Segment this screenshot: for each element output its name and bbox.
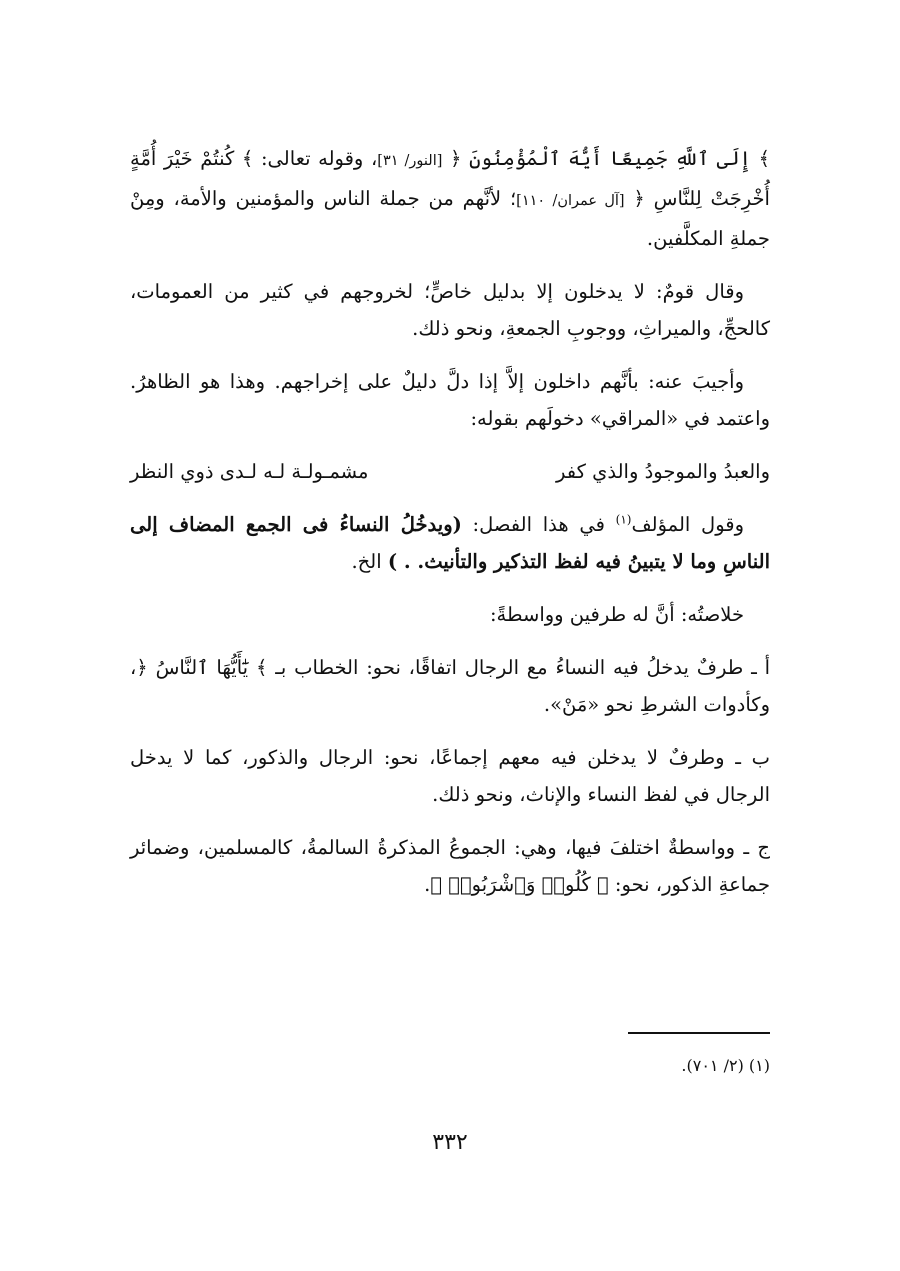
- paragraph-text: وقول المؤلف: [631, 513, 745, 536]
- paragraph-text: ؛ لأنَّهم من جملة الناس والمؤمنين والأمة، ومِنْ جملةِ المكلَّفين.: [130, 187, 770, 250]
- paragraph-text: ج ـ وواسطةٌ اختلفَ فيها، وهي: الجموعُ المذكرةُ السالمةُ، كالمسلمين، وضمائر جماعةِ الذكور، نحو:: [130, 836, 770, 896]
- verse-citation: [النور/ ٣١]: [377, 153, 443, 169]
- paragraph-6: [130, 649, 770, 723]
- verse-citation: [آل عمران/ ١١٠]: [516, 193, 625, 209]
- quran-verse: كُنتُمْ خَيْرَ أُمَّةٍ أُخْرِجَتْ لِلنَّاسِ: [130, 147, 770, 210]
- paragraph-text: ، وقوله تعالى:: [260, 147, 378, 170]
- quran-close-bracket: ﴿: [450, 147, 462, 170]
- footnote: (١) (٢/ ٧٠١).: [681, 1056, 770, 1075]
- poem-verse: [130, 453, 770, 490]
- poem-second-hemistich: مشمـولـة لـه لـدى ذوي النظر: [130, 460, 369, 483]
- footnote-reference[interactable]: (١): [615, 512, 632, 527]
- page-number: ٣٣٢: [432, 1130, 468, 1155]
- paragraph-text: ، وكأدوات الشرطِ نحو «مَنْ».: [130, 656, 770, 716]
- quran-verse: إِلَى ٱللَّهِ جَمِيعًا أَيُّهَ ٱلْمُؤْمِنُونَ: [469, 147, 751, 170]
- paragraph-text: الخ.: [351, 550, 388, 573]
- paragraph-3: وأجيبَ عنه: بأنَّهم داخلون إلاَّ إذا دلَّ دليلٌ على إخراجهم. وهذا هو الظاهرُ. واعتمد في «المراقي» دخولَهم بقوله:: [130, 370, 770, 430]
- quran-close-bracket: ﴿: [633, 187, 645, 210]
- quran-close-bracket: ﴿: [136, 656, 148, 679]
- quran-close-bracket: ﴿: [430, 873, 443, 896]
- quran-verse: كُلُوا۟ وَٱشْرَبُوا۟: [448, 873, 591, 896]
- paragraph-text: .: [424, 873, 431, 896]
- page-body: [130, 140, 770, 919]
- quoted-text: (ويدخُلُ النساءُ فى الجمع المضاف إلى الناسِ وما لا يتبينُ فيه لفظ التذكير والتأنيث. . ): [130, 513, 770, 573]
- paragraph-text: أ ـ طرفٌ يدخلُ فيه النساءُ مع الرجال اتفاقًا، نحو: الخطاب بـ: [275, 656, 771, 679]
- paragraph-5: خلاصتُه: أنَّ له طرفين وواسطةً:: [489, 603, 744, 626]
- quran-open-bracket: ﴾: [597, 873, 609, 896]
- quran-open-bracket: ﴾: [255, 656, 268, 679]
- paragraph-2: وقال قومٌ: لا يدخلون إلا بدليل خاصٍّ؛ لخروجهم في كثير من العمومات، كالحجِّ، والميراثِ، ووجوبِ الجمعةِ، ونحو ذلك.: [130, 280, 770, 340]
- quran-verse: يَٰٓأَيُّهَا ٱلنَّاسُ: [155, 656, 249, 679]
- paragraph-8: [130, 829, 770, 903]
- poem-first-hemistich: والعبدُ والموجودُ والذي كفر: [555, 460, 770, 483]
- quran-open-bracket: ﴾: [241, 147, 254, 170]
- paragraph-1: [130, 140, 770, 257]
- quran-open-bracket: ﴾: [758, 147, 770, 170]
- paragraph-4: [130, 506, 770, 580]
- paragraph-text: في هذا الفصل:: [461, 513, 616, 536]
- paragraph-7: ب ـ وطرفٌ لا يدخلن فيه معهم إجماعًا، نحو: الرجال والذكور، كما لا يدخل الرجال في لفظ النساء والإناث، ونحو ذلك.: [130, 746, 770, 806]
- footnote-divider: [628, 1032, 770, 1034]
